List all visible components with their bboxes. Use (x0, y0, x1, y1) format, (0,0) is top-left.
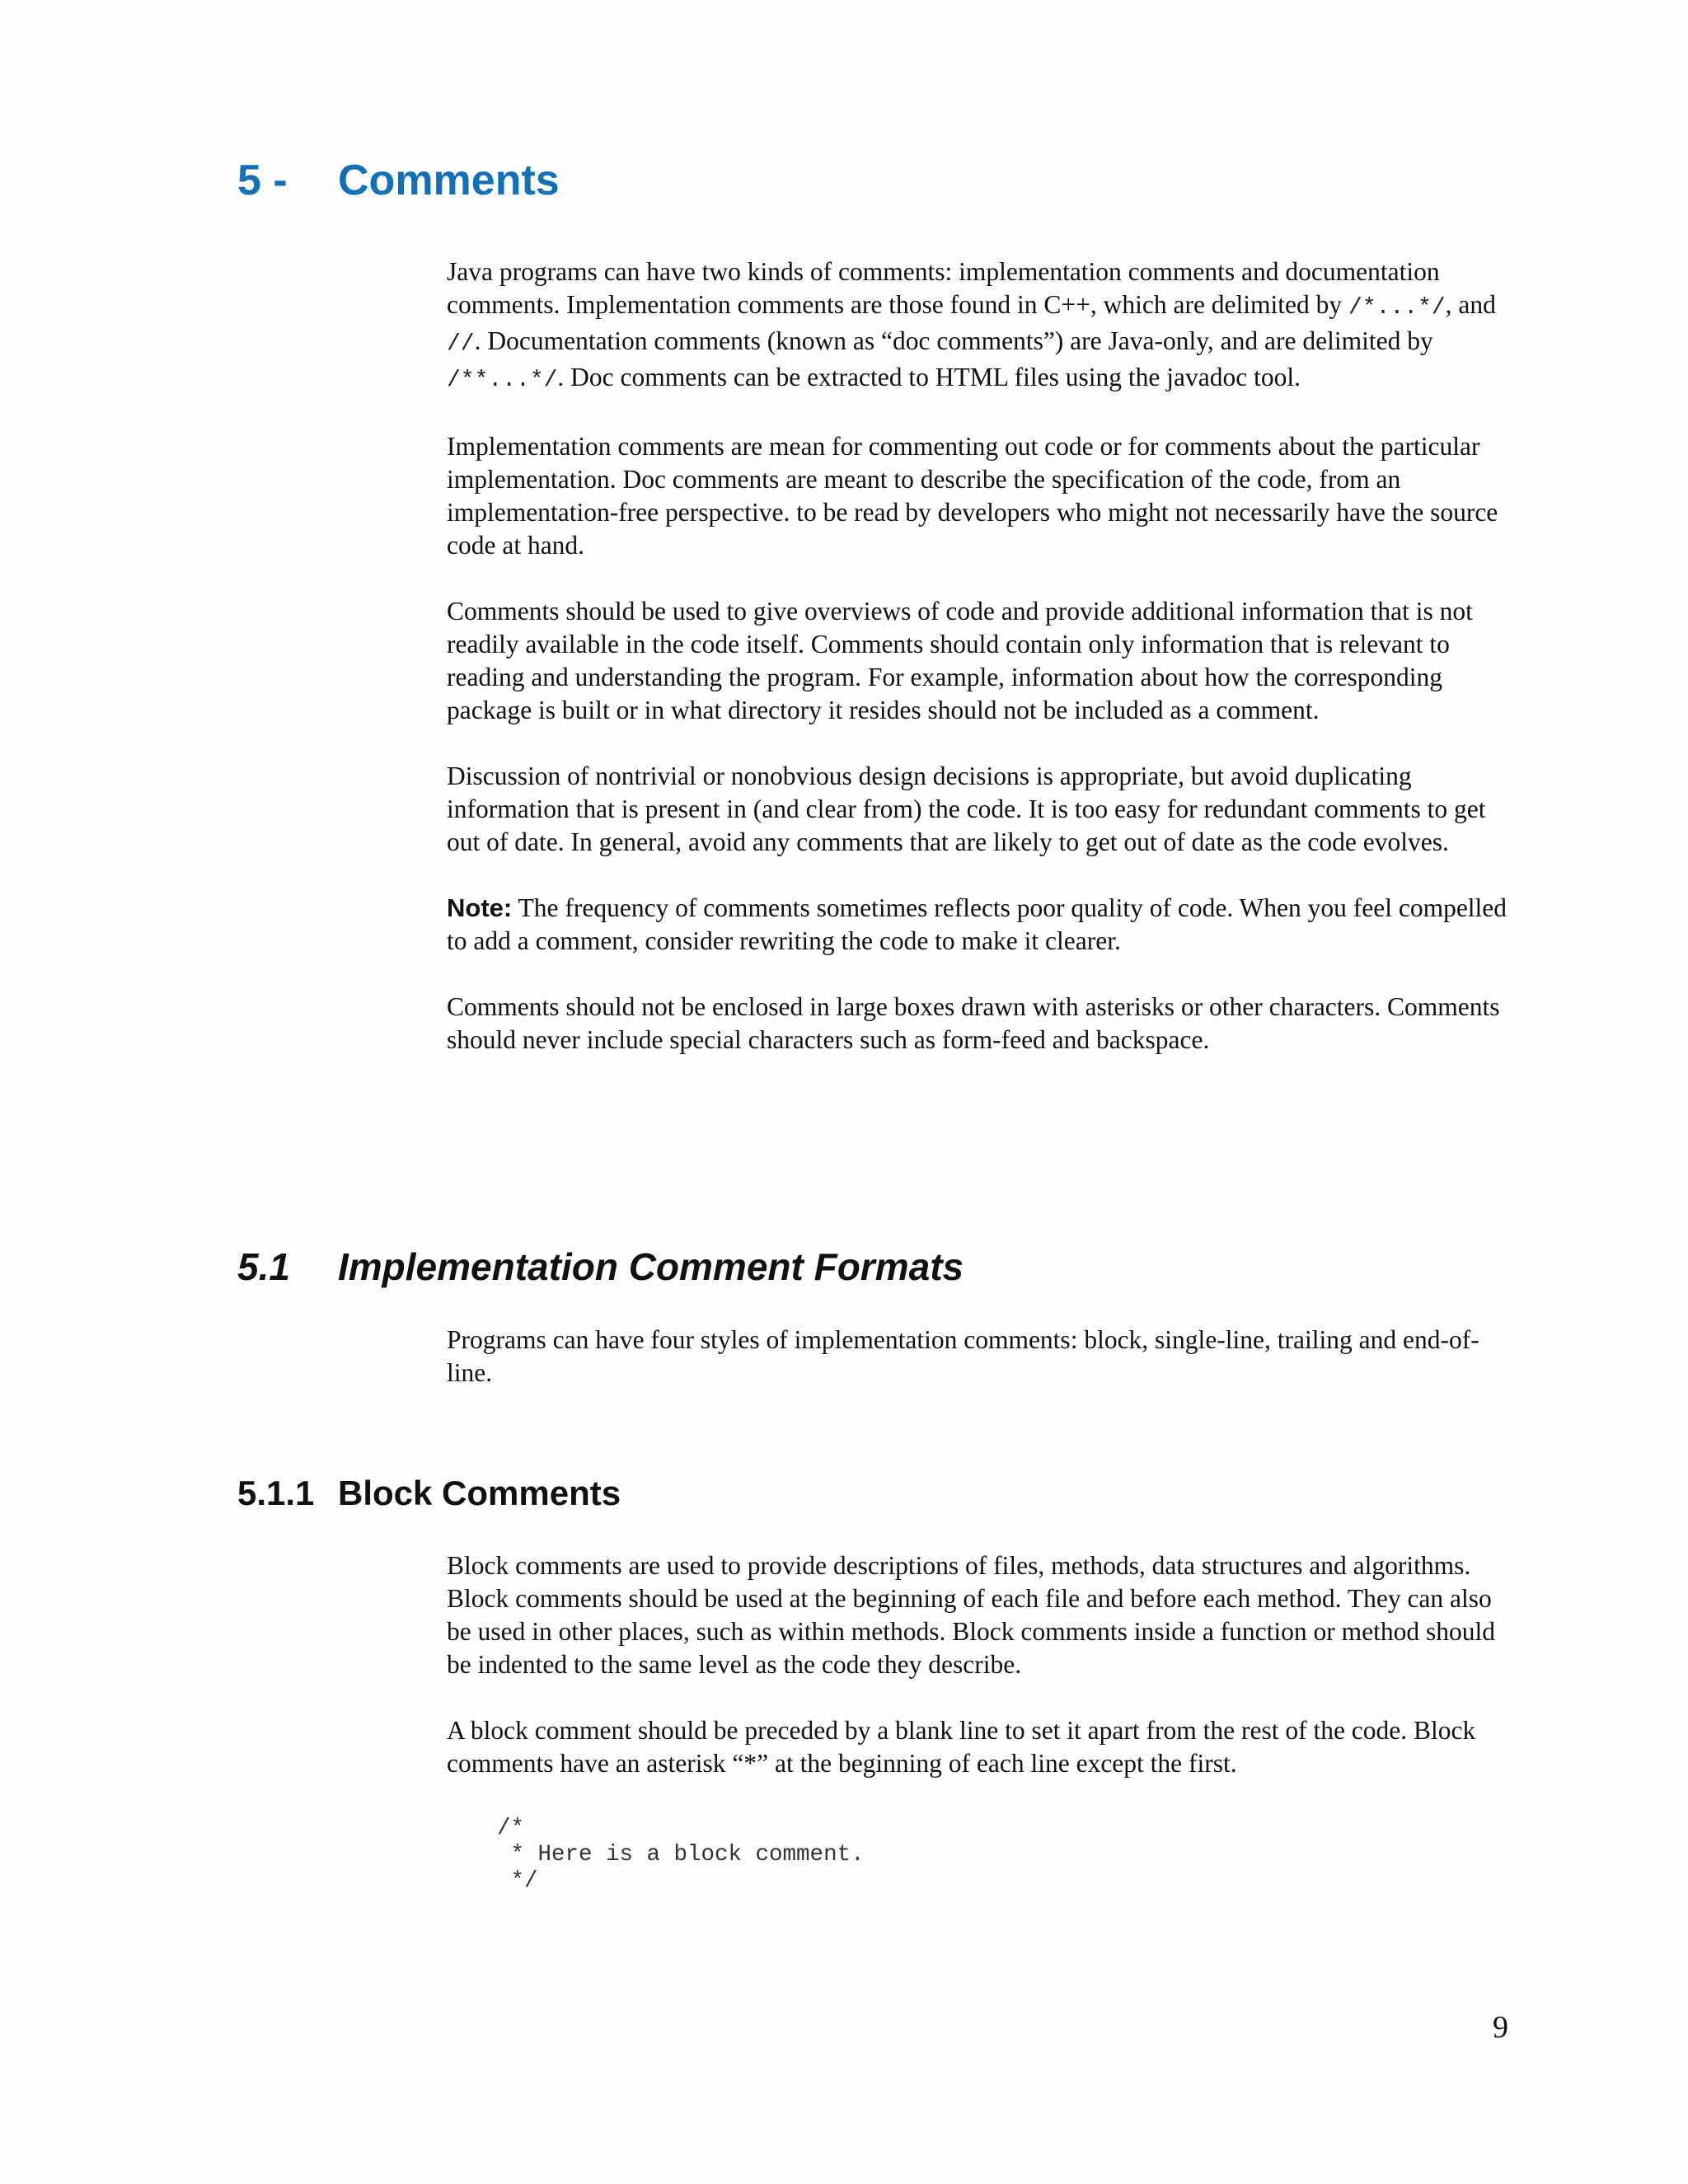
section-5-1-1-number: 5.1.1 (237, 1474, 315, 1512)
text-run: . Documentation comments (known as “doc comments”) are Java-only, and are delimited by (474, 326, 1433, 355)
section-5-heading (237, 150, 560, 211)
section-5-1-heading (237, 1240, 964, 1293)
section-5-paragraph-4: Discussion of nontrivial or nonobvious design decisions is appropriate, but avoid duplicating information that is present in (and clear from) the code. It is too easy for redundant comments to get out of date. In general, avoid any comments that are likely to get out of date as the code evolves. (447, 762, 1486, 856)
section-5-1-body (447, 1324, 1510, 1390)
text-run: Java programs can have two kinds of comments: implementation comments and documentation comments. Implementation comments are those found in C++, which are delimited by (447, 257, 1440, 319)
section-5-1-1-title: Block Comments (338, 1474, 621, 1512)
page-number: 9 (1493, 2010, 1508, 2045)
text-run: . Doc comments can be extracted to HTML files using the javadoc tool. (557, 363, 1301, 391)
section-5-number: 5 - (237, 157, 288, 204)
note-label: Note: (447, 893, 513, 922)
block-comment-delimiter-code: /*...*/ (1348, 295, 1446, 321)
section-5-paragraph-1 (447, 255, 1510, 397)
section-5-paragraph-6: Comments should not be enclosed in large boxes drawn with asterisks or other characters. Comments should never include special characters such as form-feed and backspace. (447, 992, 1500, 1054)
section-5-1-1-heading (237, 1469, 621, 1518)
section-5-title: Comments (338, 157, 560, 204)
section-5-1-1-paragraph-1: Block comments are used to provide descriptions of files, methods, data structures and algorithms. Block comments should be used at the beginning of each file and before each method. They can also be used in other places, such as within methods. Block comments inside a function or method should be indented to the same level as the code they describe. (447, 1551, 1496, 1679)
section-5-1-paragraph: Programs can have four styles of implementation comments: block, single-line, trailing and end-of-line. (447, 1325, 1479, 1387)
note-text: The frequency of comments sometimes reflects poor quality of code. When you feel compelled to add a comment, consider rewriting the code to make it clearer. (447, 893, 1507, 955)
section-5-1-1-body (447, 1549, 1510, 1780)
line-comment-delimiter-code: // (447, 331, 475, 357)
text-run: , and (1445, 290, 1496, 319)
block-comment-code-example: /* * Here is a block comment. */ (497, 1816, 865, 1894)
section-5-1-title: Implementation Comment Formats (338, 1245, 964, 1288)
doc-comment-delimiter-code: /**...*/ (447, 368, 558, 393)
section-5-note (447, 892, 1510, 958)
section-5-1-number: 5.1 (237, 1245, 290, 1288)
section-5-paragraph-3: Comments should be used to give overviews of code and provide additional information that is not readily available in the code itself. Comments should contain only information that is relevant to reading and understanding the program. For example, information about how the corresponding package is built or in what directory it resides should not be included as a comment. (447, 597, 1473, 724)
section-5-paragraph-2: Implementation comments are mean for commenting out code or for comments about the particular implementation. Doc comments are meant to describe the specification of the code, from an implementation-free perspective. to be read by developers who might not necessarily have the source code at hand. (447, 432, 1498, 560)
section-5-1-1-paragraph-2: A block comment should be preceded by a blank line to set it apart from the rest of the code. Block comments have an asterisk “*” at the beginning of each line except the first. (447, 1716, 1476, 1778)
section-5-body (447, 255, 1510, 1057)
